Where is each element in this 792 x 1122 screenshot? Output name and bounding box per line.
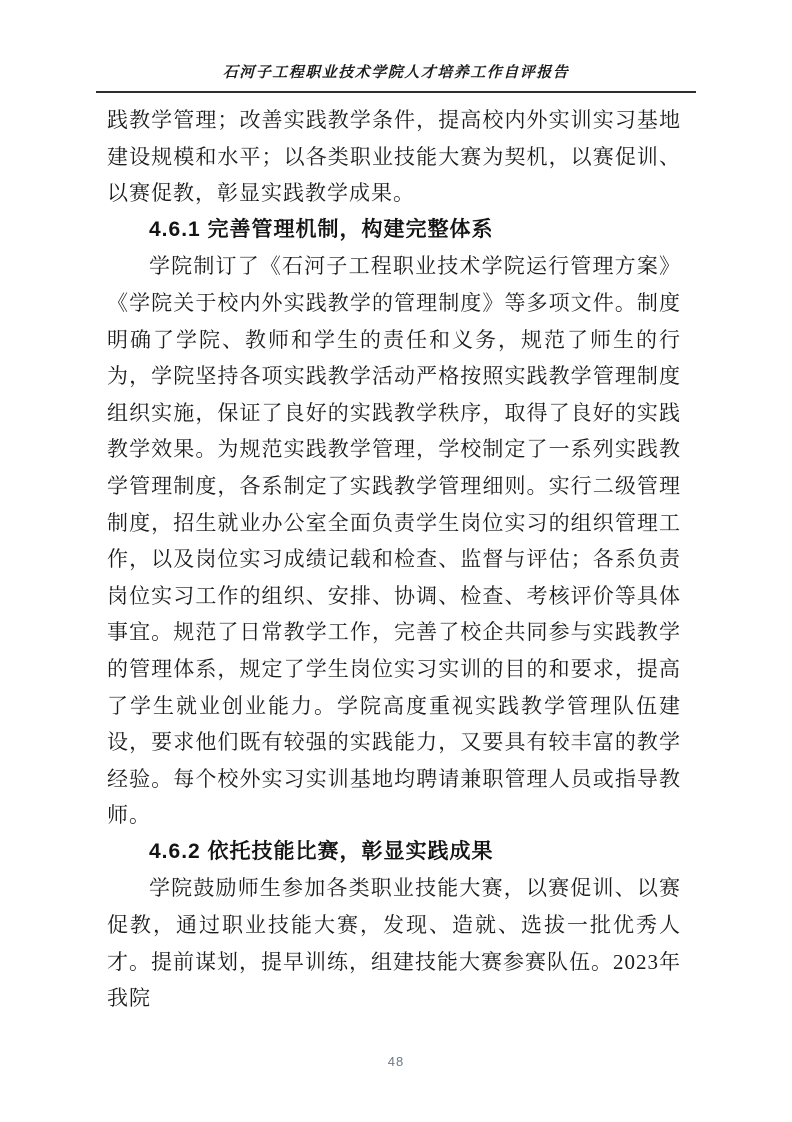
- document-body: [107, 102, 681, 1017]
- page-number: 48: [387, 1054, 405, 1069]
- header-rule: [96, 91, 696, 93]
- section-heading-4-6-2: 4.6.2 依托技能比赛，彰显实践成果: [149, 839, 494, 863]
- section-paragraph-4-6-1: 学院制订了《石河子工程职业技术学院运行管理方案》《学院关于校内外实践教学的管理制度》等多项文件。制度明确了学院、教师和学生的责任和义务，规范了师生的行为，学院坚持各项实践教学活动严格按照实践教学管理制度组织实施，保证了良好的实践教学秩序，取得了良好的实践教学效果。为规范实践教学管理，学校制定了一系列实践教学管理制度，各系制定了实践教学管理细则。实行二级管理制度，招生就业办公室全面负责学生岗位实习的组织管理工作，以及岗位实习成绩记载和检查、监督与评估；各系负责岗位实习工作的组织、安排、协调、检查、考核评价等具体事宜。规范了日常教学工作，完善了校企共同参与实践教学的管理体系，规定了学生岗位实习实训的目的和要求，提高了学生就业创业能力。学院高度重视实践教学管理队伍建设，要求他们既有较强的实践能力，又要具有较丰富的教学经验。每个校外实习实训基地均聘请兼职管理人员或指导教师。: [107, 254, 681, 828]
- paragraph-continuation: 践教学管理；改善实践教学条件，提高校内外实训实习基地建设规模和水平；以各类职业技能大赛为契机，以赛促训、以赛促教，彰显实践教学成果。: [107, 108, 681, 206]
- page-footer: [0, 1053, 792, 1071]
- header-title: 石河子工程职业技术学院人才培养工作自评报告: [222, 65, 570, 81]
- section-paragraph-4-6-2: 学院鼓励师生参加各类职业技能大赛，以赛促训、以赛促教，通过职业技能大赛，发现、造就、选拔一批优秀人才。提前谋划，提早训练，组建技能大赛参赛队伍。2023年我院: [107, 876, 681, 1011]
- section-heading-4-6-1: 4.6.1 完善管理机制，构建完整体系: [149, 217, 494, 241]
